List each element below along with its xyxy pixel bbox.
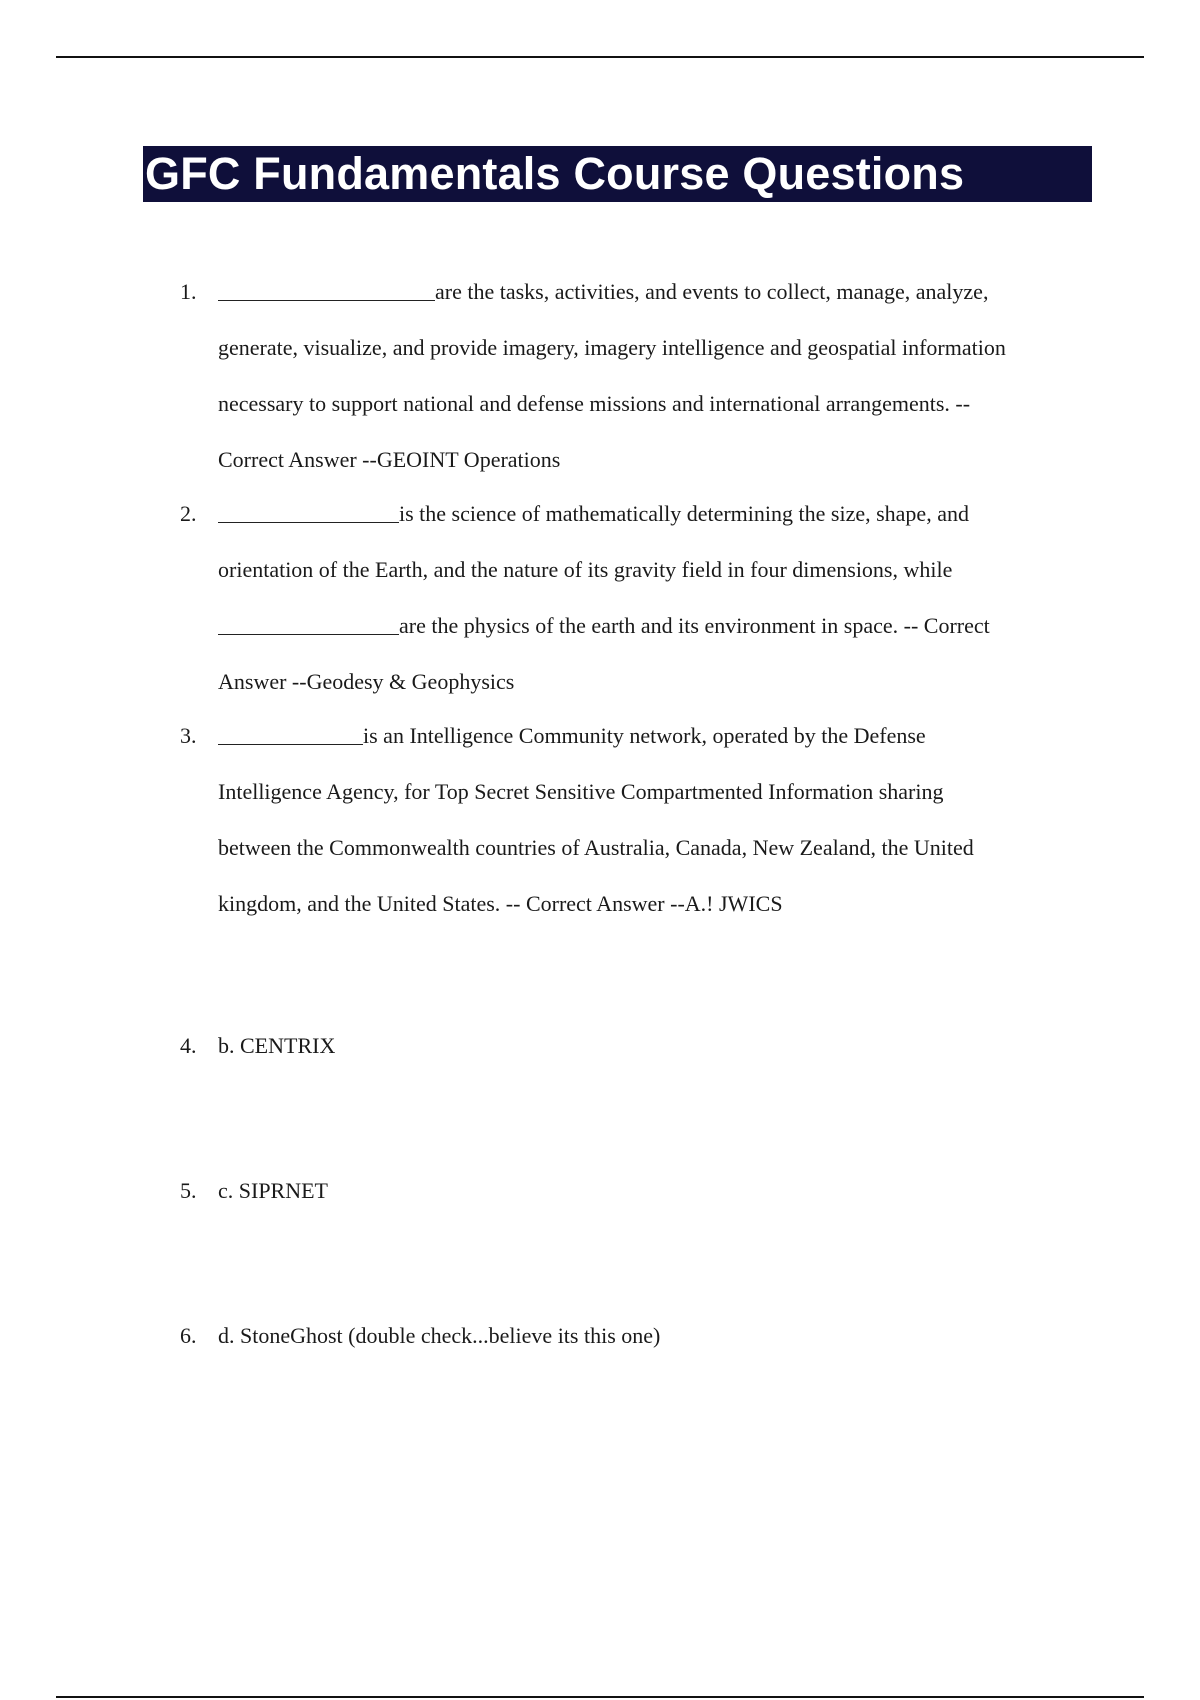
question-body [218, 1018, 1098, 1074]
question-number: 5. [180, 1178, 197, 1203]
question-text: is the science of mathematically determining the size, shape, and [399, 501, 969, 526]
answer-option: c. SIPRNET [218, 1178, 328, 1203]
page-title: GFC Fundamentals Course Questions [145, 148, 965, 199]
question-number: 2. [180, 501, 197, 526]
question-line: Intelligence Agency, for Top Secret Sensitive Compartmented Information sharing [218, 779, 944, 804]
question-text: are the tasks, activities, and events to collect, manage, analyze, [435, 279, 989, 304]
question-text: is an Intelligence Community network, operated by the Defense [363, 723, 926, 748]
question-number: 3. [180, 723, 197, 748]
question-body [218, 1163, 1098, 1219]
question-answer: Answer --Geodesy & Geophysics [218, 669, 515, 694]
question-line [218, 486, 1098, 542]
answer-option: b. CENTRIX [218, 1033, 336, 1058]
question-body [218, 264, 1098, 488]
question-body [218, 486, 1098, 710]
answer-blank [218, 280, 435, 301]
question-line [218, 264, 1098, 320]
question-answer: kingdom, and the United States. -- Correct Answer --A.! JWICS [218, 891, 783, 916]
top-rule [56, 56, 1144, 58]
answer-blank [218, 724, 363, 745]
question-number: 6. [180, 1323, 197, 1348]
title-banner [143, 146, 1092, 202]
bottom-rule [56, 1696, 1144, 1698]
question-body [218, 1308, 1098, 1364]
question-text: are the physics of the earth and its environment in space. -- Correct [399, 613, 990, 638]
answer-blank [218, 502, 399, 523]
question-answer: Correct Answer --GEOINT Operations [218, 447, 561, 472]
question-number: 4. [180, 1033, 197, 1058]
question-line: between the Commonwealth countries of Australia, Canada, New Zealand, the United [218, 835, 974, 860]
question-line [218, 598, 1098, 654]
question-line: orientation of the Earth, and the nature of its gravity field in four dimensions, while [218, 557, 953, 582]
answer-option: d. StoneGhost (double check...believe its this one) [218, 1323, 661, 1348]
question-line [218, 708, 1098, 764]
answer-blank [218, 614, 399, 635]
question-line: necessary to support national and defense missions and international arrangements. -- [218, 391, 971, 416]
question-body [218, 708, 1098, 932]
question-number: 1. [180, 279, 197, 304]
question-line: generate, visualize, and provide imagery, imagery intelligence and geospatial information [218, 335, 1006, 360]
